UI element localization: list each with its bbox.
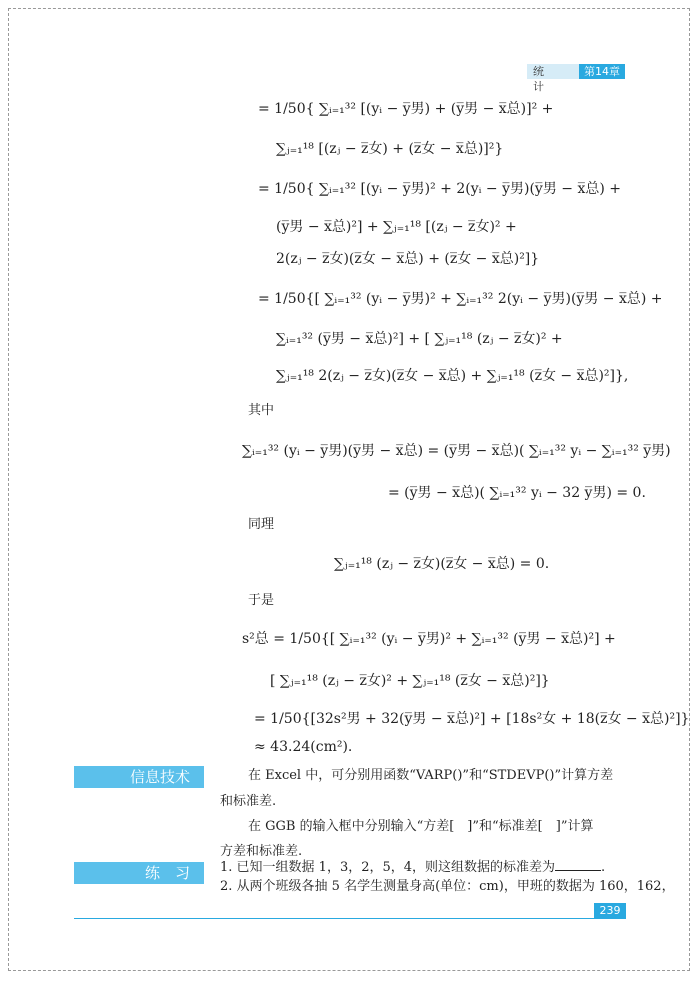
math-line: ∑ⱼ₌₁¹⁸ (zⱼ − z̅女)(z̅女 − x̅总) = 0. xyxy=(334,556,550,572)
math-line: ≈ 43.24(cm²). xyxy=(254,739,353,755)
math-line: = (y̅男 − x̅总)( ∑ᵢ₌₁³² yᵢ − 32 y̅男) = 0. xyxy=(388,485,646,501)
math-line: ∑ᵢ₌₁³² (yᵢ − y̅男)(y̅男 − x̅总) = (y̅男 − x̅总)( ∑ᵢ₌₁³² yᵢ − ∑ᵢ₌₁³² y̅男) xyxy=(242,443,671,459)
math-line: = 1/50{ ∑ᵢ₌₁³² [(yᵢ − y̅男)² + 2(yᵢ − y̅男)(y̅男 − x̅总) + xyxy=(258,181,621,197)
math-line: ∑ⱼ₌₁¹⁸ [(zⱼ − z̅女) + (z̅女 − x̅总)]²} xyxy=(276,141,504,157)
math-line: ∑ᵢ₌₁³² (y̅男 − x̅总)²] + [ ∑ⱼ₌₁¹⁸ (zⱼ − z̅女)² + xyxy=(276,331,563,347)
footer-rule xyxy=(74,918,626,919)
info-text: 在 Excel 中，可分别用函数“VARP()”和“STDEVP()”计算方差 xyxy=(248,768,614,783)
exercise-1 xyxy=(220,858,605,877)
answer-blank xyxy=(555,858,601,871)
header-section: 统 计 xyxy=(527,64,579,79)
math-line: = 1/50{[32s²男 + 32(y̅男 − x̅总)²] + [18s²女 + 18(z̅女 − x̅总)²]} xyxy=(254,711,690,727)
exercise-1-end: . xyxy=(601,860,606,875)
info-text: 方差和标准差. xyxy=(220,844,303,859)
math-line: [ ∑ⱼ₌₁¹⁸ (zⱼ − z̅女)² + ∑ⱼ₌₁¹⁸ (z̅女 − x̅总)²]} xyxy=(270,673,550,689)
header-chapter: 第14章 xyxy=(579,64,625,79)
math-line: 2(zⱼ − z̅女)(z̅女 − x̅总) + (z̅女 − x̅总)²]} xyxy=(276,251,540,267)
text-yushi: 于是 xyxy=(248,593,275,608)
info-tech-label: 信息技术 xyxy=(74,766,204,788)
math-line: = 1/50{ ∑ᵢ₌₁³² [(yᵢ − y̅男) + (y̅男 − x̅总)]² + xyxy=(258,101,554,117)
math-line: ∑ⱼ₌₁¹⁸ 2(zⱼ − z̅女)(z̅女 − x̅总) + ∑ⱼ₌₁¹⁸ (z̅女 − x̅总)²]}, xyxy=(276,368,629,384)
text-qizhong: 其中 xyxy=(248,403,275,418)
info-text: 和标准差. xyxy=(220,794,277,809)
math-line: (y̅男 − x̅总)²] + ∑ⱼ₌₁¹⁸ [(zⱼ − z̅女)² + xyxy=(276,219,517,235)
exercise-2: 2. 从两个班级各抽 5 名学生测量身高(单位：cm)，甲班的数据为 160，162， xyxy=(220,879,675,894)
info-text: 在 GGB 的输入框中分别输入“方差[ ]”和“标准差[ ]”计算 xyxy=(248,819,594,834)
exercise-label: 练 习 xyxy=(74,862,204,884)
math-line: = 1/50{[ ∑ᵢ₌₁³² (yᵢ − y̅男)² + ∑ᵢ₌₁³² 2(yᵢ − y̅男)(y̅男 − x̅总) + xyxy=(258,291,663,307)
text-tongli: 同理 xyxy=(248,517,275,532)
math-line: s²总 = 1/50{[ ∑ᵢ₌₁³² (yᵢ − y̅男)² + ∑ᵢ₌₁³² (y̅男 − x̅总)²] + xyxy=(242,631,616,647)
exercise-1-text: 1. 已知一组数据 1，3，2，5，4，则这组数据的标准差为 xyxy=(220,860,556,875)
page-number: 239 xyxy=(594,903,626,918)
